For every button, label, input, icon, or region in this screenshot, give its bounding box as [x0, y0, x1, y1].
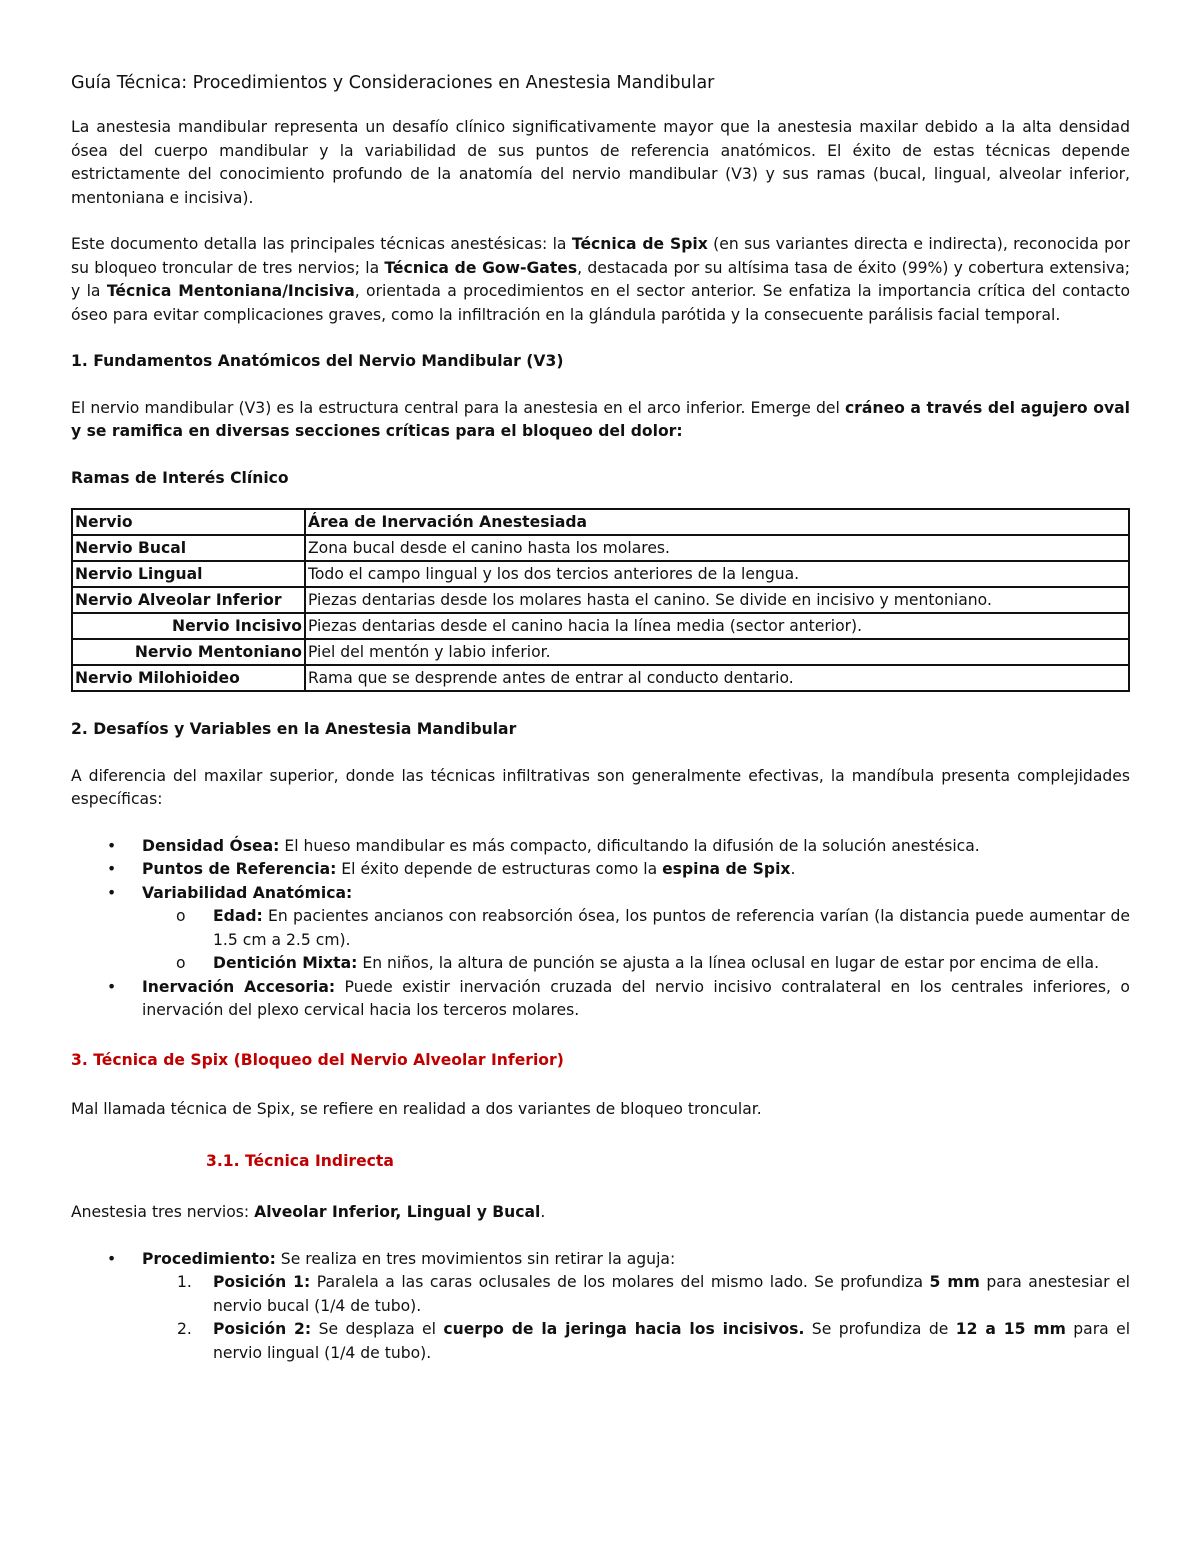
list-item-text: El hueso mandibular es más compacto, dificultando la difusión de la solución anestésica.: [279, 836, 980, 855]
document-title: Guía Técnica: Procedimientos y Consideraciones en Anestesia Mandibular: [71, 73, 715, 93]
list-item-label: Procedimiento:: [142, 1249, 276, 1268]
sub-list-item-label: Edad:: [213, 907, 263, 925]
table-cell-area: Piel del mentón y labio inferior.: [305, 639, 1129, 665]
table-row: [72, 561, 1129, 587]
table-cell-nerve: Nervio Bucal: [72, 535, 305, 561]
challenges-list: [71, 835, 1130, 1023]
table-cell-nerve: Nervio Lingual: [72, 561, 305, 587]
mentonian-technique-term: Técnica Mentoniana/Incisiva: [106, 282, 355, 300]
table-cell-area: Todo el campo lingual y los dos tercios anteriores de la lengua.: [305, 561, 1129, 587]
gow-gates-technique-term: Técnica de Gow-Gates: [384, 258, 578, 277]
step-number: 2.: [177, 1320, 192, 1338]
nerve-table: [71, 508, 1130, 692]
section-1-subheading: [71, 467, 1130, 491]
intro-text: Este documento detalla las principales técnicas anestésicas: la: [71, 235, 572, 253]
table-cell-nerve: Nervio Mentoniano: [72, 639, 305, 665]
list-item: [71, 858, 1130, 882]
step-bold: 12 a 15 mm: [955, 1320, 1066, 1338]
section-2-heading: [71, 718, 1130, 742]
table-cell-area: Piezas dentarias desde el canino hacia la línea media (sector anterior).: [305, 613, 1129, 639]
section-3-1-nerves: [71, 1201, 1130, 1225]
intro-text: (en sus variantes directa e indirecta), reconocida por su bloqueo troncular de tres nervios; la: [71, 235, 1130, 277]
list-item: [71, 1248, 1130, 1366]
intro-paragraph-1: La anestesia mandibular representa un desafío clínico significativamente mayor que la anestesia maxilar debido a la alta densidad ósea del cuerpo mandibular y la variabilidad de sus puntos de referencia anatómicos. El éxito de estas técnicas depende estrictamente del conocimiento profundo de la anatomía del nervio mandibular (V3) y sus ramas (bucal, lingual, alveolar inferior, mentoniana e incisiva).: [71, 118, 1130, 207]
step-number: 1.: [177, 1273, 192, 1291]
table-cell-nerve: Nervio Incisivo: [72, 613, 305, 639]
section-1-heading-text: 1. Fundamentos Anatómicos del Nervio Mandibular (V3): [71, 352, 564, 370]
step-item: [142, 1271, 1130, 1318]
section-1-bold-text: cráneo a través del agujero oval y se ramifica en diversas secciones críticas para el bloqueo del dolor:: [71, 398, 1130, 440]
nerves-text: Anestesia tres nervios:: [71, 1203, 255, 1221]
list-item-label: Inervación Accesoria:: [142, 977, 336, 996]
step-label: Posición 2:: [213, 1320, 312, 1338]
intro-text: , orientada a procedimientos en el sector anterior. Se enfatiza la importancia crítica del contacto óseo para evitar complicaciones graves, como la infiltración en la glándula parótida y la consecuente parálisis facial temporal.: [71, 282, 1130, 324]
list-item-bold: espina de Spix: [662, 860, 791, 878]
step-text: Se desplaza el: [311, 1320, 444, 1338]
section-2-heading-text: 2. Desafíos y Variables en la Anestesia Mandibular: [71, 720, 517, 738]
step-bold: cuerpo de la jeringa hacia los incisivos.: [443, 1320, 805, 1338]
table-header-row: [72, 509, 1129, 535]
table-cell-area: Rama que se desprende antes de entrar al conducto dentario.: [305, 665, 1129, 691]
list-item: [71, 835, 1130, 859]
table-cell-nerve: Nervio Milohioideo: [72, 665, 305, 691]
nerves-bold: Alveolar Inferior, Lingual y Bucal: [254, 1203, 541, 1221]
sub-list-item-label: Dentición Mixta:: [213, 954, 358, 972]
list-item-label: Variabilidad Anatómica:: [142, 883, 353, 902]
list-item: [71, 882, 1130, 976]
table-header-cell: Nervio: [72, 509, 305, 535]
variability-sublist: [142, 905, 1130, 976]
table-cell-nerve: Nervio Alveolar Inferior: [72, 587, 305, 613]
sub-list-item-text: En pacientes ancianos con reabsorción ósea, los puntos de referencia varían (la distancia puede aumentar de 1.5 cm a 2.5 cm).: [213, 907, 1130, 949]
table-cell-area: Zona bucal desde el canino hasta los molares.: [305, 535, 1129, 561]
step-text: Se profundiza de: [804, 1320, 956, 1338]
list-item-text: Se realiza en tres movimientos sin retirar la aguja:: [275, 1249, 676, 1268]
intro-text: , destacada por su altísima tasa de éxito (99%) y cobertura extensiva; y la: [71, 258, 1131, 300]
list-item-label: Densidad Ósea:: [142, 836, 280, 855]
step-label: Posición 1:: [213, 1273, 311, 1291]
table-row: [72, 613, 1129, 639]
step-text: Paralela a las caras oclusales de los molares del mismo lado. Se profundiza: [310, 1273, 930, 1291]
section-1-subheading-text: Ramas de Interés Clínico: [71, 468, 289, 487]
list-item-label: Puntos de Referencia:: [142, 860, 337, 878]
document-page: [71, 70, 1130, 1365]
list-item-text: Puede existir inervación cruzada del nervio incisivo contralateral en los centrales inferiores, o inervación del plexo cervical hacia los terceros molares.: [142, 977, 1130, 1019]
step-text: para el nervio lingual (1/4 de tubo).: [213, 1320, 1131, 1362]
section-1-text: El nervio mandibular (V3) es la estructura central para la anestesia en el arco inferior. Emerge del: [71, 398, 845, 417]
list-item: [71, 976, 1130, 1023]
table-row: [72, 587, 1129, 613]
table-cell-area: Piezas dentarias desde los molares hasta el canino. Se divide en incisivo y mentoniano.: [305, 587, 1129, 613]
procedure-list: [71, 1248, 1130, 1366]
section-2-intro: A diferencia del maxilar superior, donde las técnicas infiltrativas son generalmente efectivas, la mandíbula presenta complejidades específicas:: [71, 766, 1130, 808]
spix-technique-term: Técnica de Spix: [571, 235, 708, 253]
section-3-1-heading: [71, 1150, 1130, 1174]
section-1-paragraph: [71, 397, 1130, 444]
step-text: para anestesiar el nervio bucal (1/4 de tubo).: [213, 1273, 1130, 1315]
section-3-1-heading-text: 3.1. Técnica Indirecta: [206, 1151, 394, 1170]
section-1-heading: [71, 350, 1130, 374]
table-row: [72, 665, 1129, 691]
sub-list-item: [142, 952, 1130, 976]
table-row: [72, 535, 1129, 561]
section-3-intro: Mal llamada técnica de Spix, se refiere en realidad a dos variantes de bloqueo troncular.: [71, 1100, 762, 1118]
nerves-text: .: [540, 1203, 546, 1221]
sub-list-item-text: En niños, la altura de punción se ajusta a la línea oclusal en lugar de estar por encima de ella.: [357, 954, 1100, 972]
section-3-heading-text: 3. Técnica de Spix (Bloqueo del Nervio Alveolar Inferior): [71, 1050, 564, 1069]
step-bold: 5 mm: [929, 1273, 980, 1291]
intro-paragraph-2: [71, 233, 1130, 327]
list-item-text: El éxito depende de estructuras como la: [336, 860, 663, 878]
step-item: [142, 1318, 1130, 1365]
sub-list-item: [142, 905, 1130, 952]
list-item-text: .: [790, 860, 796, 878]
table-row: [72, 639, 1129, 665]
section-3-heading: [71, 1049, 1130, 1073]
table-header-cell: Área de Inervación Anestesiada: [305, 509, 1129, 535]
steps-list: [142, 1271, 1130, 1365]
